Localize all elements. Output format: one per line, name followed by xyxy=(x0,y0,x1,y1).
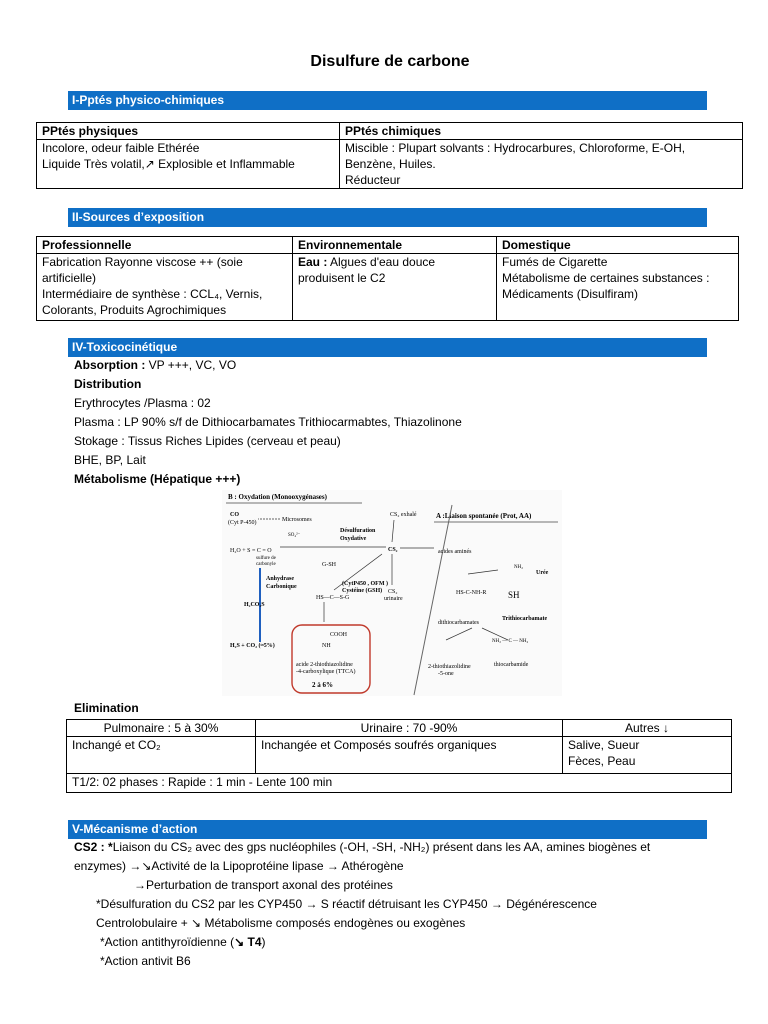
chemical-header: PPtés chimiques xyxy=(340,123,743,140)
sh-label: SH xyxy=(508,590,520,600)
section-heading-mecanisme: V-Mécanisme d’action xyxy=(68,820,707,839)
h2s-label: H₂S + CO₂ (≈5%) xyxy=(230,643,275,649)
absorption-value: VP +++, VC, VO xyxy=(145,358,237,372)
thiazolidinone-label-1: 2-thiothiazolidine xyxy=(428,664,471,670)
elimination-table xyxy=(66,719,732,793)
chemical-line: Benzène, Huiles. xyxy=(345,157,436,171)
carbonique-label: Carbonique xyxy=(266,584,297,590)
carbonyle-label: carbonyle xyxy=(256,562,276,567)
dithiocarbamates-label: dithiocarbamates xyxy=(438,620,479,626)
distribution-line: Plasma : LP 90% s/f de Dithiocarbamates Trithiocarmabtes, Thiazolinone xyxy=(74,415,462,429)
pro-cell xyxy=(37,254,293,321)
env-cell xyxy=(293,254,497,321)
thiocarbamide-label: thiocarbamide xyxy=(494,662,529,668)
distribution-line: Erythrocytes /Plasma : 02 xyxy=(74,396,211,410)
half-life-cell: T1/2: 02 phases : Rapide : 1 min - Lente 100 min xyxy=(67,774,732,793)
so4-label: SO₄²⁻ xyxy=(288,533,301,538)
physical-line: Liquide Très volatil,↗ Explosible et Inflammable xyxy=(42,157,295,171)
hs-cnhr-label: HS-C-NH-R xyxy=(456,590,487,596)
cyp-ofm-label: (CytP450 , OFM ) xyxy=(342,581,388,587)
ttca-label-2: -4-carboxylique (TTCA) xyxy=(296,669,356,675)
pulmonaire-header: Pulmonaire : 5 à 30% xyxy=(67,720,256,737)
pulmonaire-cell: Inchangé et CO₂ xyxy=(67,737,256,774)
cs2-exhale-label: CS₂ exhalé xyxy=(390,512,417,518)
section-heading-physico-chimiques: I-Pptés physico-chimiques xyxy=(68,91,707,110)
cs2-label: CS2 : * xyxy=(74,840,113,854)
pro-line: artificielle) xyxy=(42,271,97,285)
dom-cell xyxy=(497,254,739,321)
metabolism-diagram xyxy=(222,490,562,696)
right-title: A :Liaison spontanée (Prot, AA) xyxy=(436,512,532,520)
cysteine-label: Cystéine (GSH) xyxy=(342,588,383,594)
hs-csg-label: HS—C—S-G xyxy=(316,595,350,601)
co-label: CO xyxy=(230,512,239,518)
antithyroid-text: *Action antithyroïdienne ( xyxy=(100,935,235,949)
distribution-line: BHE, BP, Lait xyxy=(74,453,146,467)
absorption-line xyxy=(74,356,236,374)
dom-line: Métabolisme de certaines substances : xyxy=(502,271,710,285)
autres-line: Salive, Sueur xyxy=(568,738,640,752)
sulfure-label: sulfure de xyxy=(256,556,276,561)
microsomes-label: Microsomes xyxy=(282,517,312,523)
distribution-label: Distribution xyxy=(74,377,142,391)
exposure-table xyxy=(36,236,739,321)
pro-header: Professionnelle xyxy=(37,237,293,254)
distribution-line: Stokage : Tissus Riches Lipides (cerveau et peau) xyxy=(74,434,341,448)
dom-line: Fumés de Cigarette xyxy=(502,255,608,269)
trithiocarbamate-label: Trithiocarbamate xyxy=(502,616,548,622)
pro-line: Colorants, Produits Agrochimiques xyxy=(42,303,227,317)
physical-header: PPtés physiques xyxy=(37,123,340,140)
close-paren: ) xyxy=(261,935,266,949)
chemical-line: Réducteur xyxy=(345,173,401,187)
oxydative-label: Oxydative xyxy=(340,536,367,542)
dom-line: Médicaments (Disulfiram) xyxy=(502,287,639,301)
mechanism-line: enzymes) →↘Activité de la Lipoprotéine lipase → Athérogène xyxy=(74,859,404,873)
properties-table xyxy=(36,122,743,189)
physical-cell xyxy=(37,140,340,189)
cs2-center-label: CS₂ xyxy=(388,547,398,553)
physical-line: Incolore, odeur faible Ethérée xyxy=(42,141,200,155)
metabolism-label: Métabolisme (Hépatique +++) xyxy=(74,472,241,486)
urinaire-cell: Inchangée et Composés soufrés organiques xyxy=(256,737,563,774)
elimination-label: Elimination xyxy=(74,701,139,715)
urinaire-label: urinaire xyxy=(384,596,403,602)
mechanism-line: Centrolobulaire + ↘ Métabolisme composés endogènes ou exogènes xyxy=(96,916,466,930)
thiazolidinone-label-2: -5-one xyxy=(438,671,454,677)
urinaire-header: Urinaire : 70 -90% xyxy=(256,720,563,737)
cooh-label: COOH xyxy=(330,632,348,638)
pro-line: Fabrication Rayonne viscose ++ (soie xyxy=(42,255,243,269)
absorption-label: Absorption : xyxy=(74,358,146,372)
t4-label: ↘ T4 xyxy=(234,935,262,949)
env-line: Algues d'eau douce xyxy=(327,255,436,269)
cs2-urine-label: CS₂ xyxy=(388,589,398,595)
cyp-label: (Cyt P-450) xyxy=(228,520,257,526)
chemical-line: Miscible : Plupart solvants : Hydrocarbures, Chloroforme, E-OH, xyxy=(345,141,686,155)
mechanism-line xyxy=(74,838,650,856)
anhydrase-label: Anhydrase xyxy=(266,576,295,582)
autres-cell xyxy=(563,737,732,774)
mechanism-line: →Perturbation de transport axonal des protéines xyxy=(134,878,393,892)
h2co2s-label: H₂CO₂S xyxy=(244,602,265,608)
acides-amines-label: acides aminés xyxy=(438,549,472,555)
ttca-percent-label: 2 à 6% xyxy=(312,681,333,689)
cos-label: H₂O + S = C = O xyxy=(230,548,272,554)
gsh-label: G-SH xyxy=(322,562,337,568)
pro-line: Intermédiaire de synthèse : CCL₄, Vernis, xyxy=(42,287,263,301)
nh-label: NH xyxy=(322,643,331,649)
mechanism-text: Liaison du CS₂ avec des gps nucléophiles (-OH, -SH, -NH₂) présent dans les AA, amines biogènes et xyxy=(112,840,651,854)
env-line: produisent le C2 xyxy=(298,271,386,285)
left-title: B : Oxydation (Monooxygénases) xyxy=(228,493,327,501)
chemical-cell xyxy=(340,140,743,189)
ttca-label-1: acide 2-thiothiazolidine xyxy=(296,662,353,668)
mechanism-line xyxy=(100,933,266,951)
urea-formula: NH₂ xyxy=(514,565,523,570)
urea-label: Urée xyxy=(536,570,549,576)
section-heading-toxicocinetique: IV-Toxicocinétique xyxy=(68,338,707,357)
page-title: Disulfure de carbone xyxy=(310,53,470,70)
section-heading-sources: II-Sources d’exposition xyxy=(68,208,707,227)
env-header: Environnementale xyxy=(293,237,497,254)
mechanism-line: *Action antivit B6 xyxy=(100,954,191,968)
dom-header: Domestique xyxy=(497,237,739,254)
autres-line: Fèces, Peau xyxy=(568,754,636,768)
autres-header: Autres ↓ xyxy=(563,720,732,737)
env-label: Eau : xyxy=(298,255,328,269)
desulfuration-label: Désulfuration xyxy=(340,528,376,534)
thiourea-formula: NH₂ — C — NH₂ xyxy=(492,639,529,644)
mechanism-line: *Désulfuration du CS2 par les CYP450 → S réactif détruisant les CYP450 → Dégénérescence xyxy=(96,897,597,911)
